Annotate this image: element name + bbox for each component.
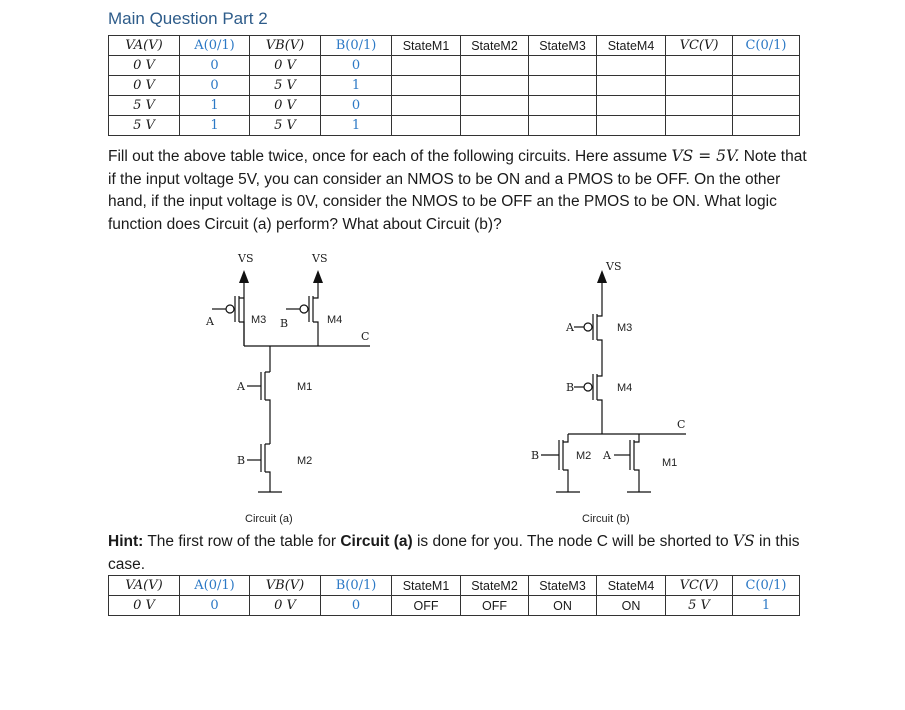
circuit-a-m1: M1 — [297, 381, 313, 393]
circuit-a-label-a-m3: A — [206, 315, 214, 328]
cell-vc: 5 V — [666, 596, 733, 616]
hint-vs: VS — [732, 532, 755, 550]
vs-equation: VS = 5V. — [671, 147, 740, 165]
cell-b: 1 — [321, 76, 392, 96]
circuit-b-vs: VS — [606, 260, 622, 273]
header-c: C(0/1) — [733, 576, 800, 596]
circuit-a-label-b-m4: B — [280, 317, 289, 330]
cell-vb: 0 V — [250, 56, 321, 76]
table-header-row — [109, 576, 800, 596]
circuit-a-caption: Circuit (a) — [245, 513, 293, 525]
cell-a: 0 — [180, 596, 250, 616]
header-state-m4: StateM4 — [597, 36, 666, 56]
cell-va: 5 V — [109, 96, 180, 116]
cell-a: 1 — [180, 96, 250, 116]
circuit-a-m3: M3 — [251, 314, 267, 326]
circuit-b-label-b-m2: B — [531, 449, 540, 462]
header-state-m2: StateM2 — [461, 576, 529, 596]
cell-state-m3: ON — [529, 596, 597, 616]
header-state-m2: StateM2 — [461, 36, 529, 56]
header-b: B(0/1) — [321, 36, 392, 56]
header-vb: VB(V) — [250, 36, 321, 56]
cell-a: 0 — [180, 76, 250, 96]
cell-state-m2: OFF — [461, 596, 529, 616]
circuit-b-label-a-m1: A — [603, 449, 611, 462]
header-state-m3: StateM3 — [529, 576, 597, 596]
table-row — [109, 596, 800, 616]
header-va: VA(V) — [109, 36, 180, 56]
circuit-b-m4: M4 — [617, 382, 633, 394]
cell-vb: 5 V — [250, 116, 321, 136]
truth-table-example — [108, 575, 800, 616]
cell-state-m1: OFF — [392, 596, 461, 616]
header-c: C(0/1) — [733, 36, 800, 56]
header-vc: VC(V) — [666, 576, 733, 596]
cell-b: 0 — [321, 96, 392, 116]
header-state-m1: StateM1 — [392, 576, 461, 596]
circuit-a-label-a-m1: A — [237, 380, 245, 393]
header-a: A(0/1) — [180, 576, 250, 596]
circuit-a-label-c: C — [361, 330, 370, 343]
circuit-b-label-a-m3: A — [566, 321, 574, 334]
circuit-b-label-b-m4: B — [566, 381, 575, 394]
circuit-a-m2: M2 — [297, 455, 313, 467]
cell-state-m4: ON — [597, 596, 666, 616]
circuit-b-caption: Circuit (b) — [582, 513, 630, 525]
circuit-b-m2: M2 — [576, 450, 592, 462]
header-a: A(0/1) — [180, 36, 250, 56]
hint-text-3: in this case. — [108, 533, 800, 573]
cell-a: 1 — [180, 116, 250, 136]
hint-label: Hint: — [108, 533, 144, 550]
instructions-text-1: Fill out the above table twice, once for each of the following circuits. Here assume — [108, 148, 668, 165]
cell-va: 0 V — [109, 56, 180, 76]
circuit-b-m3: M3 — [617, 322, 633, 334]
circuit-a-vs-right: VS — [312, 252, 328, 265]
header-vb: VB(V) — [250, 576, 321, 596]
circuit-a-m4: M4 — [327, 314, 343, 326]
circuit-a-label-b-m2: B — [237, 454, 246, 467]
header-state-m4: StateM4 — [597, 576, 666, 596]
cell-va: 5 V — [109, 116, 180, 136]
header-b: B(0/1) — [321, 576, 392, 596]
cell-a: 0 — [180, 56, 250, 76]
circuit-b-label-c: C — [677, 418, 686, 431]
instructions-text-2: Note that if the input voltage 5V, you can consider an NMOS to be ON and a PMOS to be OFF. On the other hand, if the input voltage is 0V, consider the NMOS to be OFF an the PMOS to be ON. What logic function does Circuit (a) perform? What about Circuit (b)? — [108, 148, 807, 233]
hint-circuit-a: Circuit (a) — [340, 533, 413, 550]
cell-vb: 5 V — [250, 76, 321, 96]
cell-b: 0 — [321, 596, 392, 616]
cell-va: 0 V — [109, 596, 180, 616]
header-state-m3: StateM3 — [529, 36, 597, 56]
circuit-b-m1: M1 — [662, 457, 678, 469]
circuit-a-vs-left: VS — [238, 252, 254, 265]
hint-text-1: The first row of the table for — [147, 533, 336, 550]
cell-vb: 0 V — [250, 96, 321, 116]
header-state-m1: StateM1 — [392, 36, 461, 56]
cell-vb: 0 V — [250, 596, 321, 616]
hint-text-2: is done for you. The node C will be shorted to — [416, 533, 729, 550]
cell-va: 0 V — [109, 76, 180, 96]
page-title: Main Question Part 2 — [108, 9, 268, 28]
cell-c: 1 — [733, 596, 800, 616]
cell-b: 0 — [321, 56, 392, 76]
header-vc: VC(V) — [666, 36, 733, 56]
header-va: VA(V) — [109, 576, 180, 596]
cell-b: 1 — [321, 116, 392, 136]
hint-paragraph — [108, 530, 808, 576]
